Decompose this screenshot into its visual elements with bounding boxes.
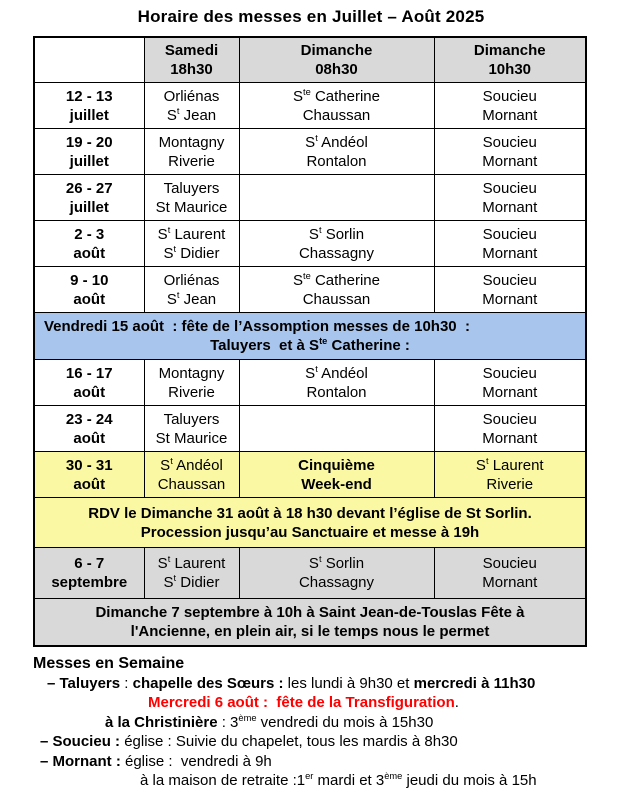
- header-cell: Samedi 18h30: [144, 37, 239, 83]
- schedule-cell: Cinquième Week-end: [239, 452, 434, 498]
- mass-schedule-table: [33, 36, 587, 647]
- weekday-text: les lundi à 9h30 et: [287, 674, 414, 692]
- schedule-cell: Montagny Riverie: [144, 129, 239, 175]
- weekday-text: chapelle des Sœurs :: [132, 674, 288, 692]
- schedule-cell: $S^t$ Laurent Riverie: [434, 452, 586, 498]
- weekday-line: [33, 732, 608, 752]
- schedule-cell: [239, 175, 434, 221]
- banner-cell: Dimanche 7 septembre à 10h à Saint Jean-de-Touslas Fête à l'Ancienne, en plein air, si le temps nous le permet: [34, 599, 586, 647]
- table-row: [34, 548, 586, 599]
- schedule-cell: $S^{te}$ Catherine Chaussan: [239, 267, 434, 313]
- schedule-cell: Soucieu Mornant: [434, 83, 586, 129]
- table-row: [34, 452, 586, 498]
- table-row: [34, 175, 586, 221]
- table-row: [34, 83, 586, 129]
- date-cell: 9 - 10 août: [34, 267, 144, 313]
- banner-cell: Vendredi 15 août : fête de l’Assomption messes de 10h30 : Taluyers et à $S^{te}$ Catherine :: [34, 313, 586, 360]
- weekday-text: église : Suivie du chapelet, tous les mardis à 8h30: [124, 733, 458, 750]
- date-cell: 6 - 7 septembre: [34, 548, 144, 599]
- banner-row: [34, 599, 586, 647]
- weekday-text: : 3ème vendredi du mois à 15h30: [217, 712, 434, 731]
- table-row: [34, 221, 586, 267]
- schedule-cell: $S^t$ Andéol Rontalon: [239, 129, 434, 175]
- schedule-cell: Soucieu Mornant: [434, 406, 586, 452]
- header-cell: Dimanche 10h30: [434, 37, 586, 83]
- weekday-line: [33, 713, 608, 733]
- date-cell: 2 - 3 août: [34, 221, 144, 267]
- header-cell: Dimanche 08h30: [239, 37, 434, 83]
- banner-row: [34, 313, 586, 360]
- header-cell-empty: [34, 37, 144, 83]
- header-row: [34, 37, 586, 83]
- weekday-text: – Taluyers: [47, 674, 121, 692]
- banner-row: [34, 498, 586, 548]
- schedule-cell: $S^t$ Andéol Chaussan: [144, 452, 239, 498]
- schedule-cell: Montagny Riverie: [144, 360, 239, 406]
- schedule-cell: Soucieu Mornant: [434, 360, 586, 406]
- date-cell: 30 - 31 août: [34, 452, 144, 498]
- schedule-cell: Taluyers St Maurice: [144, 175, 239, 221]
- weekday-line: [33, 693, 608, 713]
- schedule-cell: $S^t$ Andéol Rontalon: [239, 360, 434, 406]
- schedule-cell: $S^{te}$ Catherine Chaussan: [239, 83, 434, 129]
- weekday-line: [33, 752, 608, 772]
- weekday-line: [33, 674, 608, 694]
- schedule-cell: Soucieu Mornant: [434, 548, 586, 599]
- schedule-cell: $S^t$ Sorlin Chassagny: [239, 548, 434, 599]
- weekday-text: à la maison de retraite :1er mardi et 3ème jeudi du mois à 15h: [140, 771, 537, 789]
- date-cell: 12 - 13 juillet: [34, 83, 144, 129]
- weekday-section: [33, 654, 608, 791]
- table-row: [34, 129, 586, 175]
- table-row: [34, 267, 586, 313]
- date-cell: 19 - 20 juillet: [34, 129, 144, 175]
- schedule-cell: Soucieu Mornant: [434, 267, 586, 313]
- date-cell: 23 - 24 août: [34, 406, 144, 452]
- schedule-cell: Soucieu Mornant: [434, 175, 586, 221]
- banner-cell: RDV le Dimanche 31 août à 18 h30 devant l’église de St Sorlin. Procession jusqu’au Sanctuaire et messe à 19h: [34, 498, 586, 548]
- weekday-text: à la Christinière: [105, 713, 218, 731]
- weekday-text: .: [454, 694, 459, 711]
- table-row: [34, 406, 586, 452]
- weekday-heading: Messes en Semaine: [33, 655, 185, 672]
- weekday-text: église : vendredi à 9h: [125, 752, 272, 770]
- schedule-cell: Soucieu Mornant: [434, 221, 586, 267]
- schedule-cell: Orliénas $S^t$ Jean: [144, 83, 239, 129]
- table-row: [34, 360, 586, 406]
- schedule-cell: $S^t$ Laurent $S^t$ Didier: [144, 221, 239, 267]
- page-title: Horaire des messes en Juillet – Août 2025: [137, 7, 485, 26]
- weekday-text: – Soucieu :: [40, 733, 125, 750]
- schedule-cell: Soucieu Mornant: [434, 129, 586, 175]
- date-cell: 26 - 27 juillet: [34, 175, 144, 221]
- date-cell: 16 - 17 août: [34, 360, 144, 406]
- weekday-red-text: Mercredi 6 août : fête de la Transfiguration: [148, 694, 455, 711]
- schedule-cell: [239, 406, 434, 452]
- weekday-text: :: [120, 674, 133, 692]
- weekday-text: – Mornant :: [40, 752, 125, 770]
- schedule-cell: Taluyers St Maurice: [144, 406, 239, 452]
- schedule-table-body: [34, 37, 586, 646]
- weekday-text: mercredi à 11h30: [413, 674, 536, 692]
- schedule-cell: $S^t$ Sorlin Chassagny: [239, 221, 434, 267]
- schedule-cell: Orliénas $S^t$ Jean: [144, 267, 239, 313]
- schedule-cell: $S^t$ Laurent $S^t$ Didier: [144, 548, 239, 599]
